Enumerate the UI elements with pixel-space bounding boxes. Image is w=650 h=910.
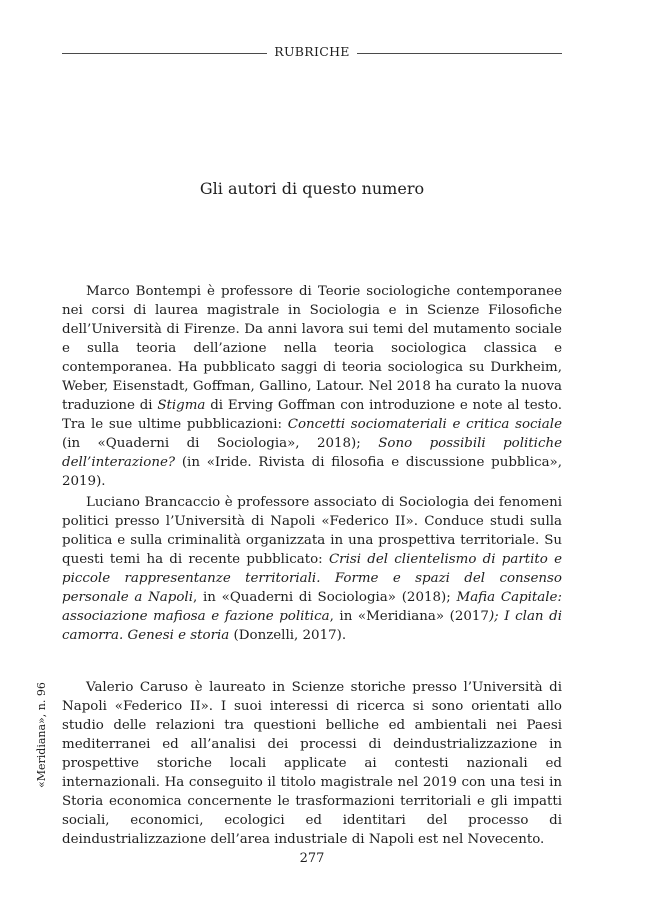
italic-title: Crisi del clientelismo di partito e piccole rappresentanze territoriali. Forme e spazi del consenso personale a Napoli xyxy=(62,552,563,605)
running-header xyxy=(62,42,562,62)
header-rule-left xyxy=(62,53,267,54)
italic-title: Concetti sociomateriali e critica sociale xyxy=(287,417,562,432)
bio-paragraph xyxy=(62,678,562,849)
author-bio-3 xyxy=(62,678,562,849)
bio-text: Marco Bontempi è professore di Teorie sociologiche contemporanee nei corsi di laurea magistrale in Sociologia e in Scienze Filosofiche dell’Università di Firenze. Da anni lavora sui temi del mutamento sociale e sulla teoria dell’azione nella teoria sociologica classica e contemporanea. Ha pubblicato saggi di teoria sociologica su Durkheim, Weber, Eisenstadt, Goffman, Gallino, Latour. Nel 2018 ha curato la nuova traduzione di xyxy=(62,284,562,413)
author-bio-2 xyxy=(62,493,562,645)
header-rule-right xyxy=(357,53,562,54)
bio-text: (in «Iride. Rivista di filosofia e discussione pubblica», 2019). xyxy=(62,455,562,489)
page-title: Gli autori di questo numero xyxy=(199,179,425,198)
italic-title: Mafia Capitale: associazione mafiosa e fazione politica xyxy=(62,590,562,624)
italic-title: Stigma xyxy=(157,398,206,413)
bio-paragraph xyxy=(62,282,562,491)
bio-paragraph xyxy=(62,493,562,645)
bio-text: Valerio Caruso è laureato in Scienze storiche presso l’Università di Napoli «Federico II». I suoi interessi di ricerca si sono orientati allo studio delle relazioni tra questioni belliche ed ambientali nei Paesi mediterranei ed all’analisi dei processi di deindustrializzazione in prospettive storiche locali applicate ai contesti nazionali ed internazionali. Ha conseguito il titolo magistrale nel 2019 con una tesi in Storia economica concernente le trasformazioni territoriali e gli impatti sociali, economici, ecologici ed identitari del processo di deindustrializzazione dell’area industriale di Napoli est nel Novecento. xyxy=(62,680,562,847)
italic-title: ); I clan di camorra. Genesi e storia xyxy=(62,609,562,643)
author-bio-1 xyxy=(62,282,562,491)
section-label: RUBRICHE xyxy=(274,44,350,59)
bio-text: di Erving Goffman con introduzione e note al testo. Tra le sue ultime pubblicazioni: xyxy=(62,398,562,432)
bio-text: , in «Meridiana» (2017 xyxy=(329,609,489,624)
italic-title: Sono possibili politiche dell’interazione? xyxy=(62,436,562,470)
bio-text: (Donzelli, 2017). xyxy=(229,628,347,643)
bio-text: , in «Quaderni di Sociologia» (2018); xyxy=(193,590,457,605)
bio-text: Luciano Brancaccio è professore associato di Sociologia dei fenomeni politici presso l’Università di Napoli «Federico II». Conduce studi sulla politica e sulla criminalità organizzata in una prospettiva territoriale. Su questi temi ha di recente pubblicato: xyxy=(62,495,562,567)
bio-text: (in «Quaderni di Sociologia», 2018); xyxy=(62,436,379,451)
journal-side-note: «Meridiana», n. 96 xyxy=(35,682,48,788)
page-number: 277 xyxy=(299,851,325,866)
